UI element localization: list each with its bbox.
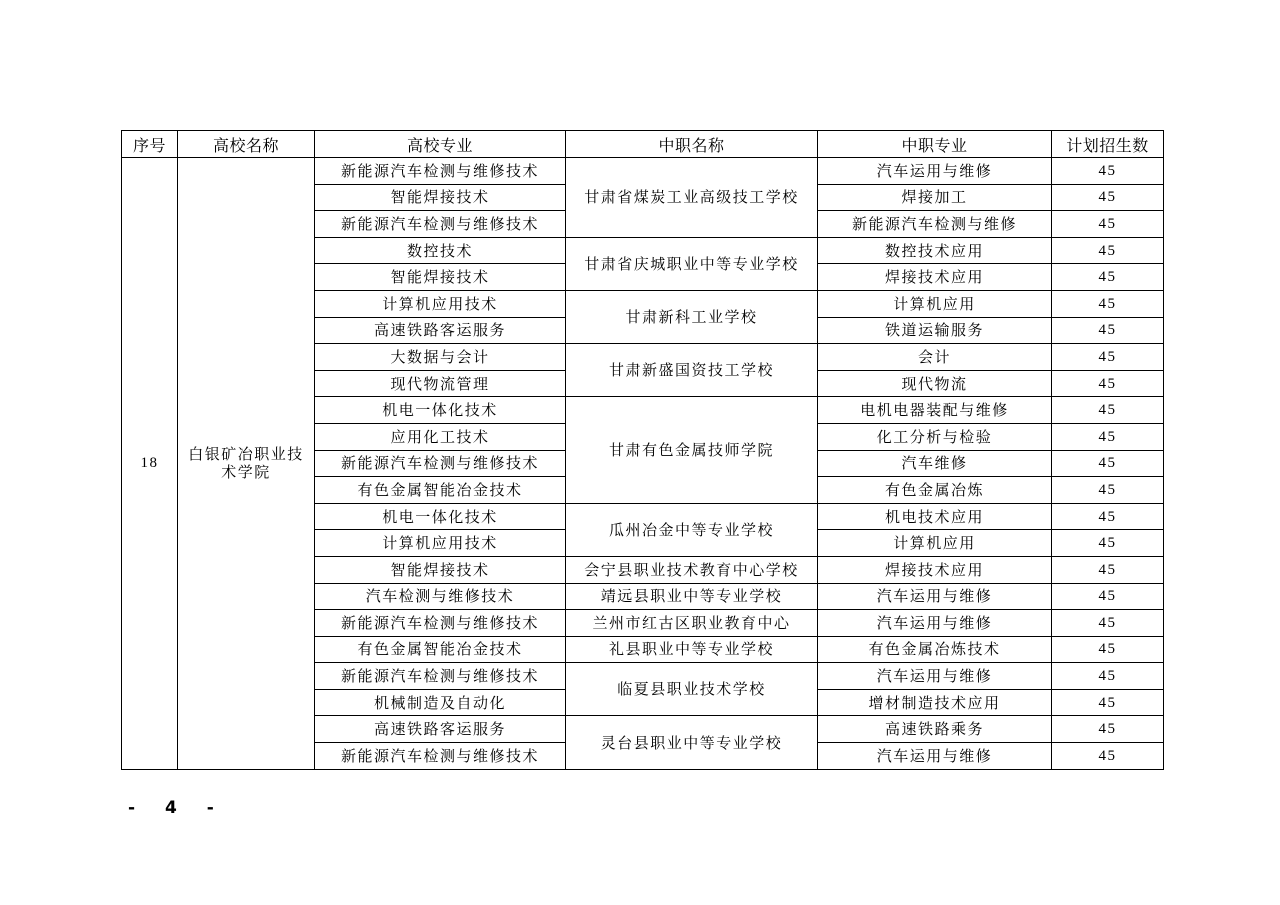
- planned-enrollment-cell: 45: [1052, 290, 1164, 317]
- vocational-major-cell: 会计: [818, 344, 1052, 371]
- vocational-school-cell: 瓜州冶金中等专业学校: [566, 503, 818, 556]
- planned-enrollment-cell: 45: [1052, 689, 1164, 716]
- vocational-school-cell: 临夏县职业技术学校: [566, 663, 818, 716]
- vocational-school-cell: 甘肃有色金属技师学院: [566, 397, 818, 503]
- college-major-cell: 新能源汽车检测与维修技术: [315, 610, 566, 637]
- planned-enrollment-cell: 45: [1052, 237, 1164, 264]
- table-header-row: [122, 131, 1164, 158]
- vocational-school-cell: 兰州市红古区职业教育中心: [566, 610, 818, 637]
- page-number: - 4 -: [128, 798, 226, 818]
- planned-enrollment-cell: 45: [1052, 344, 1164, 371]
- college-major-cell: 汽车检测与维修技术: [315, 583, 566, 610]
- header-seq: 序号: [122, 131, 178, 158]
- header-college-name: 高校名称: [178, 131, 315, 158]
- college-major-cell: 新能源汽车检测与维修技术: [315, 743, 566, 770]
- vocational-major-cell: 汽车运用与维修: [818, 583, 1052, 610]
- vocational-school-cell: 灵台县职业中等专业学校: [566, 716, 818, 769]
- planned-enrollment-cell: 45: [1052, 743, 1164, 770]
- planned-enrollment-cell: 45: [1052, 503, 1164, 530]
- vocational-major-cell: 汽车运用与维修: [818, 663, 1052, 690]
- college-major-cell: 智能焊接技术: [315, 556, 566, 583]
- planned-enrollment-cell: 45: [1052, 716, 1164, 743]
- college-major-cell: 新能源汽车检测与维修技术: [315, 158, 566, 185]
- vocational-school-cell: 甘肃省庆城职业中等专业学校: [566, 237, 818, 290]
- planned-enrollment-cell: 45: [1052, 636, 1164, 663]
- vocational-major-cell: 增材制造技术应用: [818, 689, 1052, 716]
- planned-enrollment-cell: 45: [1052, 397, 1164, 424]
- college-major-cell: 计算机应用技术: [315, 290, 566, 317]
- vocational-major-cell: 计算机应用: [818, 530, 1052, 557]
- vocational-school-cell: 靖远县职业中等专业学校: [566, 583, 818, 610]
- college-major-cell: 新能源汽车检测与维修技术: [315, 450, 566, 477]
- college-major-cell: 大数据与会计: [315, 344, 566, 371]
- college-major-cell: 新能源汽车检测与维修技术: [315, 211, 566, 238]
- vocational-school-cell: 甘肃省煤炭工业高级技工学校: [566, 158, 818, 238]
- college-name-cell: 白银矿冶职业技术学院: [178, 158, 315, 770]
- planned-enrollment-cell: 45: [1052, 370, 1164, 397]
- college-major-cell: 机械制造及自动化: [315, 689, 566, 716]
- planned-enrollment-cell: 45: [1052, 158, 1164, 185]
- vocational-major-cell: 汽车运用与维修: [818, 610, 1052, 637]
- college-major-cell: 有色金属智能冶金技术: [315, 477, 566, 504]
- vocational-major-cell: 汽车运用与维修: [818, 743, 1052, 770]
- college-major-cell: 机电一体化技术: [315, 397, 566, 424]
- college-major-cell: 新能源汽车检测与维修技术: [315, 663, 566, 690]
- college-major-cell: 机电一体化技术: [315, 503, 566, 530]
- college-major-cell: 计算机应用技术: [315, 530, 566, 557]
- planned-enrollment-cell: 45: [1052, 556, 1164, 583]
- planned-enrollment-cell: 45: [1052, 423, 1164, 450]
- vocational-major-cell: 焊接技术应用: [818, 556, 1052, 583]
- college-major-cell: 有色金属智能冶金技术: [315, 636, 566, 663]
- vocational-major-cell: 计算机应用: [818, 290, 1052, 317]
- vocational-major-cell: 有色金属冶炼技术: [818, 636, 1052, 663]
- table-body: [122, 158, 1164, 770]
- college-major-cell: 智能焊接技术: [315, 184, 566, 211]
- college-major-cell: 应用化工技术: [315, 423, 566, 450]
- vocational-major-cell: 机电技术应用: [818, 503, 1052, 530]
- table-row: [122, 158, 1164, 185]
- planned-enrollment-cell: 45: [1052, 663, 1164, 690]
- header-vocational-major: 中职专业: [818, 131, 1052, 158]
- vocational-major-cell: 铁道运输服务: [818, 317, 1052, 344]
- vocational-school-cell: 礼县职业中等专业学校: [566, 636, 818, 663]
- vocational-major-cell: 焊接技术应用: [818, 264, 1052, 291]
- vocational-major-cell: 新能源汽车检测与维修: [818, 211, 1052, 238]
- seq-number-cell: 18: [122, 158, 178, 770]
- planned-enrollment-cell: 45: [1052, 184, 1164, 211]
- college-major-cell: 高速铁路客运服务: [315, 317, 566, 344]
- vocational-major-cell: 焊接加工: [818, 184, 1052, 211]
- vocational-major-cell: 现代物流: [818, 370, 1052, 397]
- header-college-major: 高校专业: [315, 131, 566, 158]
- college-major-cell: 现代物流管理: [315, 370, 566, 397]
- vocational-major-cell: 有色金属冶炼: [818, 477, 1052, 504]
- planned-enrollment-cell: 45: [1052, 264, 1164, 291]
- planned-enrollment-cell: 45: [1052, 211, 1164, 238]
- planned-enrollment-cell: 45: [1052, 583, 1164, 610]
- planned-enrollment-cell: 45: [1052, 450, 1164, 477]
- vocational-school-cell: 甘肃新盛国资技工学校: [566, 344, 818, 397]
- vocational-major-cell: 汽车维修: [818, 450, 1052, 477]
- college-major-cell: 高速铁路客运服务: [315, 716, 566, 743]
- vocational-major-cell: 汽车运用与维修: [818, 158, 1052, 185]
- college-major-cell: 智能焊接技术: [315, 264, 566, 291]
- vocational-major-cell: 数控技术应用: [818, 237, 1052, 264]
- planned-enrollment-cell: 45: [1052, 317, 1164, 344]
- planned-enrollment-cell: 45: [1052, 530, 1164, 557]
- planned-enrollment-cell: 45: [1052, 477, 1164, 504]
- header-planned-enrollment: 计划招生数: [1052, 131, 1164, 158]
- vocational-major-cell: 电机电器装配与维修: [818, 397, 1052, 424]
- college-major-cell: 数控技术: [315, 237, 566, 264]
- planned-enrollment-cell: 45: [1052, 610, 1164, 637]
- header-vocational-school: 中职名称: [566, 131, 818, 158]
- enrollment-plan-table: [121, 130, 1164, 770]
- vocational-school-cell: 会宁县职业技术教育中心学校: [566, 556, 818, 583]
- vocational-major-cell: 高速铁路乘务: [818, 716, 1052, 743]
- vocational-major-cell: 化工分析与检验: [818, 423, 1052, 450]
- vocational-school-cell: 甘肃新科工业学校: [566, 290, 818, 343]
